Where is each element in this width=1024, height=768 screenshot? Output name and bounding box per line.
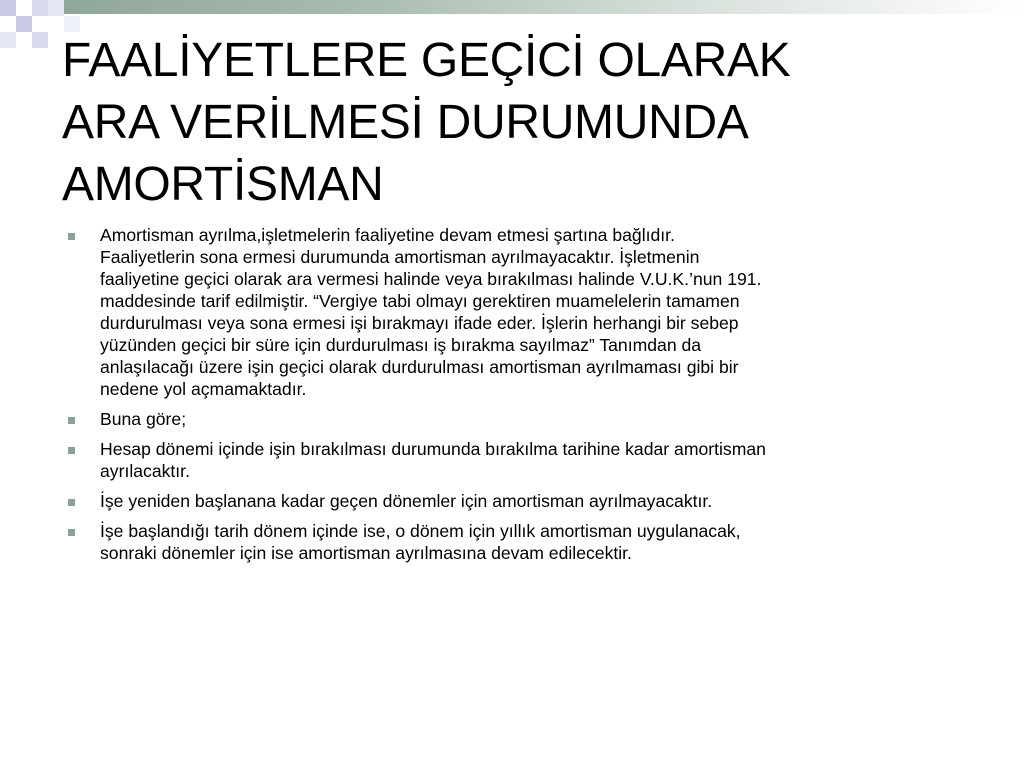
bullet-item (66, 408, 976, 430)
bullet-text-line: Amortisman ayrılma,işletmelerin faaliyetine devam etmesi şartına bağlıdır. (100, 225, 675, 245)
bullet-item (66, 490, 976, 512)
bullet-text-line: maddesinde tarif edilmiştir. “Vergiye tabi olmayı gerektiren muamelelerin tamamen (100, 291, 740, 311)
square-bullet-icon (68, 417, 75, 424)
bullet-text-line: ayrılacaktır. (100, 461, 190, 481)
slide-title-line: FAALİYETLERE GEÇİCİ OLARAK (62, 34, 791, 87)
header-gradient-band (64, 0, 1024, 14)
decorative-square (48, 0, 64, 16)
square-bullet-icon (68, 233, 75, 240)
bullet-item (66, 224, 976, 400)
bullet-text-line: durdurulması veya sona ermesi işi bırakmayı ifade eder. İşlerin herhangi bir sebep (100, 313, 739, 333)
bullet-item (66, 520, 976, 564)
bullet-item (66, 438, 976, 482)
bullet-text-line: Buna göre; (100, 409, 187, 429)
slide-title-line: AMORTİSMAN (62, 158, 384, 211)
bullet-text-line: Faaliyetlerin sona ermesi durumunda amortisman ayrılmayacaktır. İşletmenin (100, 247, 700, 267)
decorative-square (0, 0, 16, 16)
bullet-text-line: İşe başlandığı tarih dönem içinde ise, o dönem için yıllık amortisman uygulanacak, (100, 521, 741, 541)
bullet-text-line: faaliyetine geçici olarak ara vermesi halinde veya bırakılması halinde V.U.K.’nun 191. (100, 269, 762, 289)
bullet-text-line: yüzünden geçici bir süre için durdurulması iş bırakma sayılmaz” Tanımdan da (100, 335, 702, 355)
bullet-text-line: İşe yeniden başlanana kadar geçen dönemler için amortisman ayrılmayacaktır. (100, 491, 713, 511)
decorative-square (32, 32, 48, 48)
square-bullet-icon (68, 529, 75, 536)
bullet-text-line: sonraki dönemler için ise amortisman ayrılmasına devam edilecektir. (100, 543, 632, 563)
decorative-square (32, 0, 48, 16)
slide-title (62, 30, 982, 216)
bullet-text-line: anlaşılacağı üzere işin geçici olarak durdurulması amortisman ayrılmaması gibi bir (100, 357, 739, 377)
slide-title-line: ARA VERİLMESİ DURUMUNDA (62, 96, 749, 149)
decorative-square (0, 32, 16, 48)
bullet-text-line: nedene yol açmamaktadır. (100, 379, 307, 399)
square-bullet-icon (68, 447, 75, 454)
bullet-list (66, 224, 976, 572)
square-bullet-icon (68, 499, 75, 506)
decorative-square (16, 16, 32, 32)
bullet-text-line: Hesap dönemi içinde işin bırakılması durumunda bırakılma tarihine kadar amortisman (100, 439, 766, 459)
